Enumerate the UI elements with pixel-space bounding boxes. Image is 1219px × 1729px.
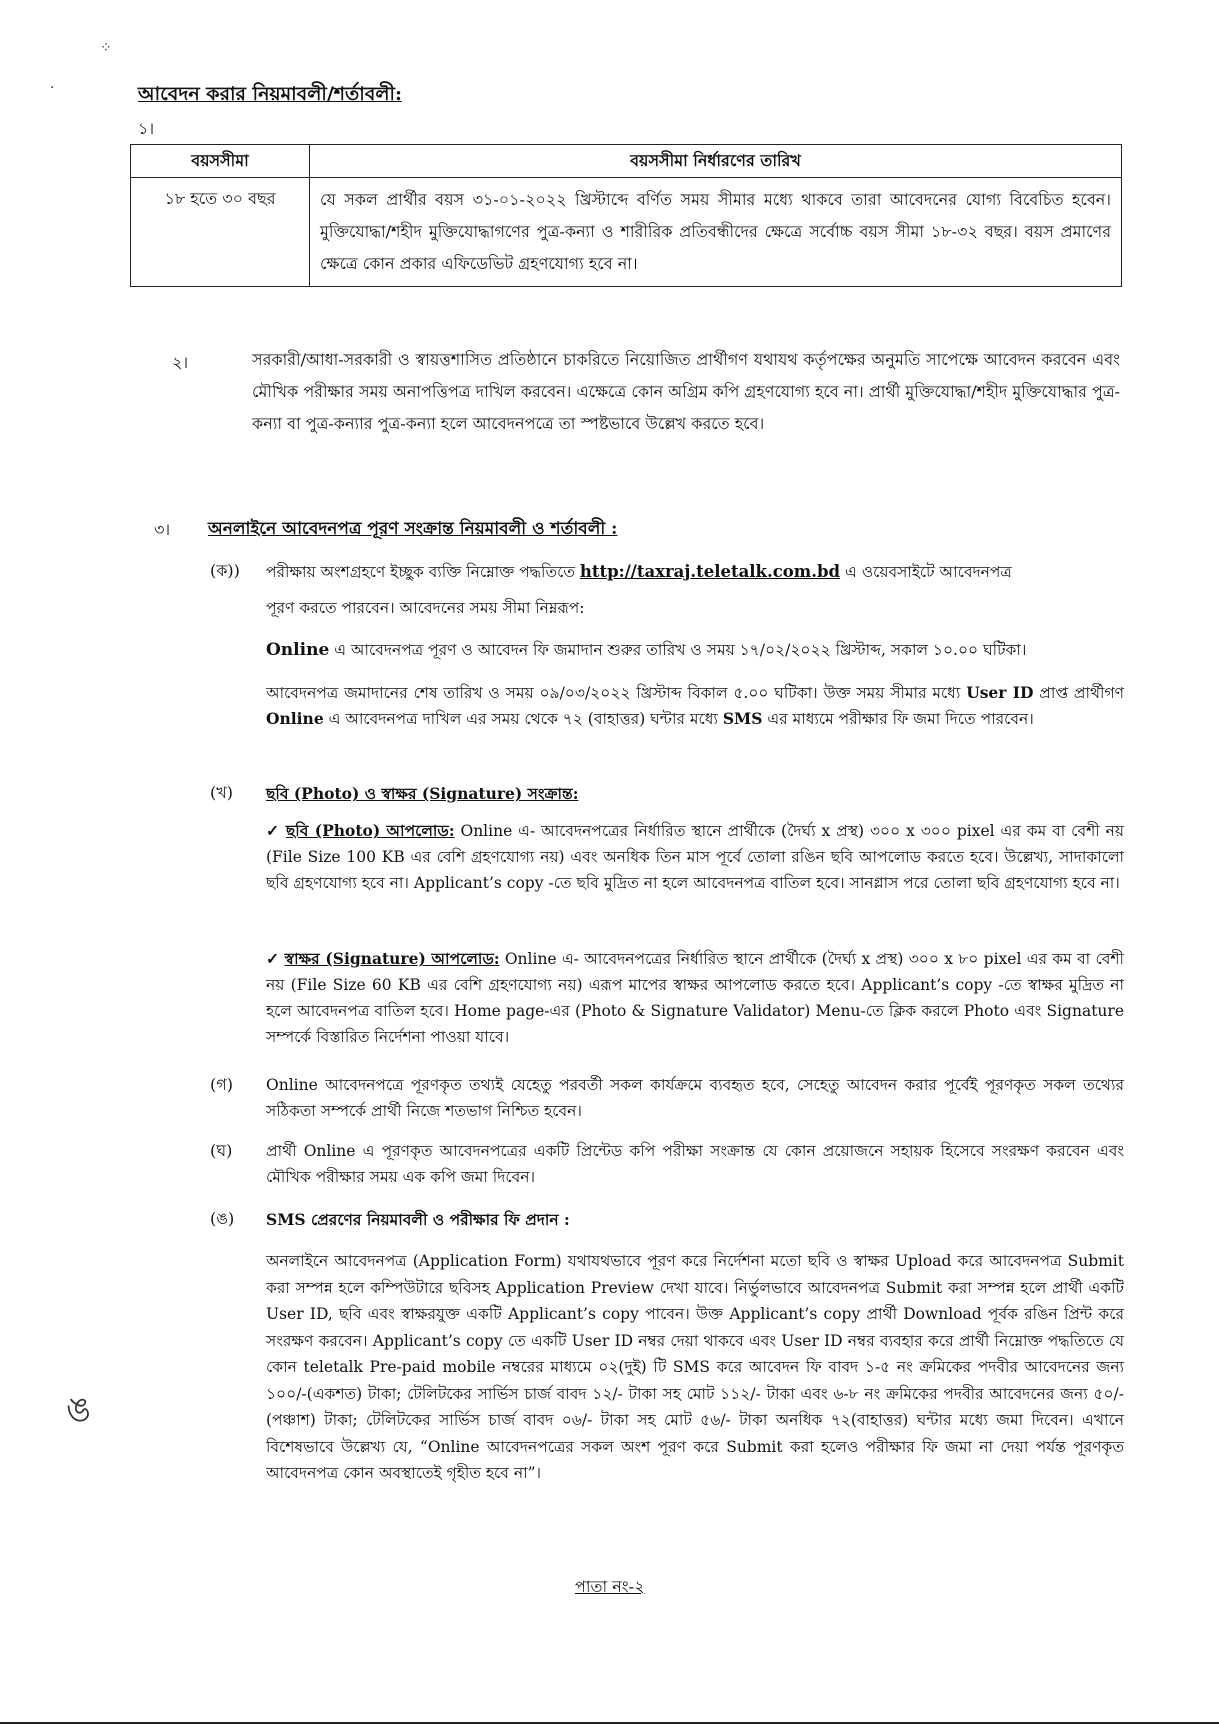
online-term: Online	[266, 640, 330, 660]
age-date-header: বয়সসীমা নির্ধারণের তারিখ	[310, 145, 1122, 178]
rules-heading: আবেদন করার নিয়মাবলী/শর্তাবলী:	[138, 83, 402, 105]
signature-upload-text	[266, 946, 1124, 1050]
scan-mark: ·	[50, 80, 55, 96]
table-row	[131, 178, 1122, 287]
item-uma-title: SMS প্রেরণের নিয়মাবলী ও পরীক্ষার ফি প্রদান :	[266, 1210, 570, 1229]
deadline-text-3: এ আবেদনপত্র দাখিল এর সময় থেকে ৭২ (বাহাত্তর) ঘন্টার মধ্যে	[328, 710, 718, 728]
item-gha-text: প্রার্থী Online এ পূরণকৃত আবেদনপত্রের একটি প্রিন্টেড কপি পরীক্ষা সংক্রান্ত যে কোন প্রয়োজনে সহায়ক হিসেবে সংরক্ষণ করবেন এবং মৌখিক পরীক্ষার সময় এক কপি জমা দিবেন।	[266, 1142, 1124, 1186]
start-date-text: এ আবেদনপত্র পূরণ ও আবেদন ফি জমাদান শুরুর তারিখ ও সময় ১৭/০২/২০২২ খ্রিস্টাব্দ, সকাল ১০.০০ ঘটিকা।	[334, 641, 1027, 659]
sms-term: SMS	[722, 709, 763, 728]
item-ga-label: (গ)	[210, 1075, 233, 1094]
handwritten-initial: ঙ	[66, 1390, 91, 1430]
ka-text-before-url: পরীক্ষায় অংশগ্রহণে ইচ্ছুক ব্যক্তি নিম্নোক্ত পদ্ধতিতে	[266, 563, 575, 581]
online-term: Online	[266, 709, 324, 728]
page-number: পাতা নং-২	[575, 1577, 645, 1596]
item-gha-label: (ঘ)	[210, 1141, 233, 1160]
ka-text-after-url: এ ওয়েবসাইটে আবেদনপত্র	[845, 563, 1012, 581]
item-ga-text: Online আবেদনপত্রে পূরণকৃত তথ্যই যেহেতু পরবর্তী সকল কার্যক্রমে ব্যবহৃত হবে, সেহেতু আবেদন করার পূর্বেই পূরণকৃত সকল তথ্যের সঠিকতা সম্পর্কে প্রার্থী নিজে শতভাগ নিশ্চিত হবেন।	[266, 1076, 1124, 1120]
age-range-cell: ১৮ হতে ৩০ বছর	[131, 178, 310, 287]
age-limit-table	[130, 144, 1122, 287]
table-header-row	[131, 145, 1122, 178]
age-limit-header: বয়সসীমা	[131, 145, 310, 178]
deadline-text-4: এর মাধ্যমে পরীক্ষার ফি জমা দিতে পারবেন।	[767, 710, 1034, 728]
ka-start-date	[266, 636, 1124, 664]
website-link[interactable]: http://taxraj.teletalk.com.bd	[579, 562, 841, 581]
item-uma-text: অনলাইনে আবেদনপত্র (Application Form) যথাযথভাবে পূরণ করে নির্দেশনা মতো ছবি ও স্বাক্ষর Upload করে আবেদনপত্র Submit করা সম্পন্ন হলে কম্পিউটারে ছবিসহ Application Preview দেখা যাবে। নির্ভুলভাবে আবেদনপত্র Submit করা সম্পন্ন হলে প্রার্থী একটি User ID, ছবি এবং স্বাক্ষরযুক্ত একটি Applicant’s copy পাবেন। উক্ত Applicant’s copy প্রার্থী Download পূর্বক রঙিন প্রিন্ট করে সংরক্ষণ করবেন। Applicant’s copy তে একটি User ID নম্বর দেয়া থাকবে এবং User ID নম্বর ব্যবহার করে প্রার্থী নিম্নোক্ত পদ্ধতিতে যে কোন teletalk Pre-paid mobile নম্বরের মাধ্যমে ০২(দুই) টি SMS করে আবেদন ফি বাবদ ১-৫ নং ক্রমিকের পদবীর আবেদনের জন্য ১০০/-(একশত) টাকা; টেলিটকের সার্ভিস চার্জ বাবদ ১২/- টাকা সহ মোট ১১২/- টাকা এবং ৬-৮ নং ক্রমিকের পদবীর আবেদনের জন্য ৫০/-(পঞ্চাশ) টাকা; টেলিটকের সার্ভিস চার্জ বাবদ ০৬/- টাকা সহ মোট ৫৬/- টাকা অনধিক ৭২(বাহাত্তর) ঘন্টার মধ্যে জমা দিবেন। এখানে বিশেষভাবে উল্লেখ্য যে, “Online আবেদনপত্রের সকল অংশ পূরণ করে Submit করা হলেও পরীক্ষার ফি জমা না দেয়া পর্যন্ত পূরণকৃত আবেদনপত্র কোন অবস্থাতেই গৃহীত হবে না”।	[266, 1252, 1124, 1482]
deadline-text-1: আবেদনপত্র জমাদানের শেষ তারিখ ও সময় ০৯/০৩/২০২২ খ্রিস্টাব্দ বিকাল ৫.০০ ঘটিকা। উক্ত সময় সীমার মধ্যে	[266, 684, 961, 702]
signature-upload-title: স্বাক্ষর (Signature) আপলোড:	[284, 949, 500, 968]
check-icon: ✓	[266, 821, 280, 840]
photo-upload-title: ছবি (Photo) আপলোড:	[285, 821, 455, 840]
section-3-title: অনলাইনে আবেদনপত্র পূরণ সংক্রান্ত নিয়মাবলী ও শর্তাবলী :	[208, 519, 618, 539]
ka-deadline	[266, 680, 1124, 732]
item-ka-label: (ক))	[210, 561, 240, 580]
check-icon: ✓	[266, 949, 280, 968]
section-3-number: ৩।	[154, 520, 171, 539]
section-2-text: সরকারী/আধা-সরকারী ও স্বায়ত্তশাসিত প্রতিষ্ঠানে চাকরিতে নিয়োজিত প্রার্থীগণ যথাযথ কর্তৃপক্ষের অনুমতি সাপেক্ষে আবেদন করবেন এবং মৌখিক পরীক্ষার সময় অনাপত্তিপত্র দাখিল করবেন। এক্ষেত্রে কোন অগ্রিম কপি গ্রহণযোগ্য হবে না। প্রার্থী মুক্তিযোদ্ধা/শহীদ মুক্তিযোদ্ধার পুত্র-কন্যা বা পুত্র-কন্যার পুত্র-কন্যা হলে আবেদনপত্রে তা স্পষ্টভাবে উল্লেখ করতে হবে।	[252, 350, 1120, 433]
bottom-border	[0, 1722, 1219, 1724]
scan-mark: ⁘	[100, 40, 112, 56]
photo-upload-body: Online এ- আবেদনপত্রের নির্ধারিত স্থানে প্রার্থীকে (দৈর্ঘ্য x প্রস্থ) ৩০০ x ৩০০ pixel এর কম বা বেশী নয় (File Size 100 KB এর বেশি গ্রহণযোগ্য নয়) এবং অনধিক তিন মাস পূর্বে তোলা রঙিন ছবি আপলোড করতে হবে। উল্লেখ্য, সাদাকালো ছবি গ্রহণযোগ্য হবে না। Applicant’s copy -তে ছবি মুদ্রিত না হলে আবেদনপত্র বাতিল হবে। সানগ্লাস পরে তোলা ছবি গ্রহণযোগ্য হবে না।	[266, 822, 1124, 892]
user-id-term: User ID	[966, 683, 1034, 702]
signature-upload-body: Online এ- আবেদনপত্রের নির্ধারিত স্থানে প্রার্থীকে (দৈর্ঘ্য x প্রস্থ) ৩০০ x ৮০ pixel এর কম বা বেশী নয় (File Size 60 KB এর বেশি গ্রহণযোগ্য নয়) এরূপ মাপের স্বাক্ষর আপলোড করতে হবে। Applicant’s copy -তে স্বাক্ষর মুদ্রিত না হলে আবেদনপত্র বাতিল হবে। Home page-এর (Photo & Signature Validator) Menu-তে ক্লিক করলে Photo এবং Signature সম্পর্কে বিস্তারিত নির্দেশনা পাওয়া যাবে।	[266, 950, 1124, 1046]
item-kha-label: (খ)	[210, 783, 233, 802]
item-ka-text	[266, 558, 1124, 586]
deadline-text-2: প্রাপ্ত প্রার্থীগণ	[1039, 684, 1124, 702]
item-uma-label: (ঙ)	[210, 1209, 235, 1228]
item-kha-title: ছবি (Photo) ও স্বাক্ষর (Signature) সংক্রান্ত:	[266, 784, 579, 803]
section-1-number: ১।	[138, 119, 155, 138]
ka-text-line-2: পূরণ করতে পারবেন। আবেদনের সময় সীমা নিম্নরূপ:	[266, 599, 585, 617]
section-2-number: ২।	[172, 353, 189, 372]
age-description-cell: যে সকল প্রার্থীর বয়স ৩১-০১-২০২২ খ্রিস্টাব্দে বর্ণিত সময় সীমার মধ্যে থাকবে তারা আবেদনের যোগ্য বিবেচিত হবেন। মুক্তিযোদ্ধা/শহীদ মুক্তিযোদ্ধাগণের পুত্র-কন্যা ও শারীরিক প্রতিবন্ধীদের ক্ষেত্রে সর্বোচ্চ বয়স সীমা ১৮-৩২ বছর। বয়স প্রমাণের ক্ষেত্রে কোন প্রকার এফিডেভিট গ্রহণযোগ্য হবে না।	[310, 178, 1122, 287]
photo-upload-text	[266, 818, 1124, 896]
